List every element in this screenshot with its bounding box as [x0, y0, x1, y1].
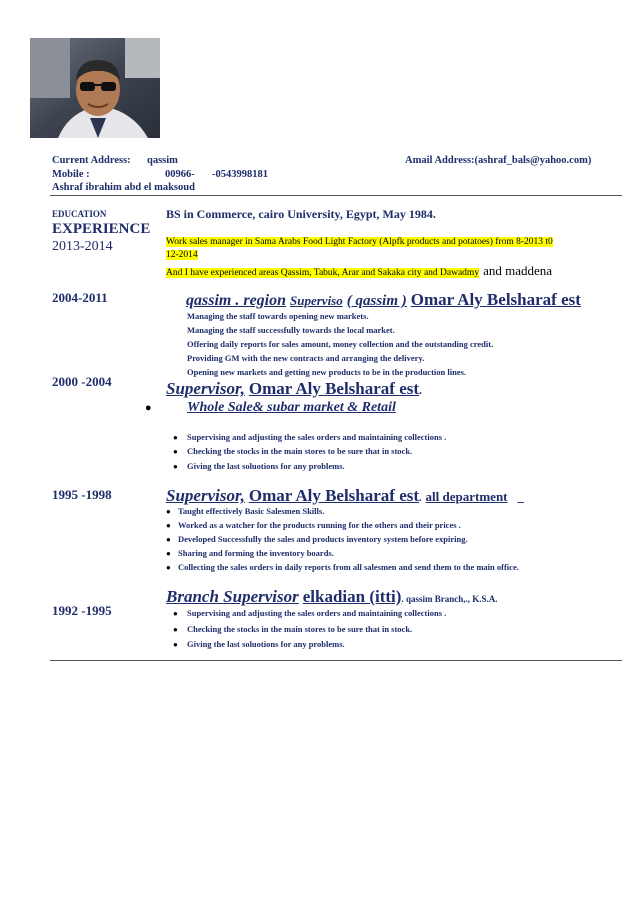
bullet-icon: ● [166, 535, 171, 544]
education-degree: BS in Commerce, cairo University, Egypt, May 1984. [166, 207, 436, 221]
footer-divider [50, 660, 622, 661]
job5-years: 1992 -1995 [52, 603, 112, 618]
mobile-label: Mobile : [52, 169, 90, 180]
bullet-icon: ● [173, 640, 178, 649]
job4-title-c: . [419, 493, 422, 504]
bullet-icon: ● [173, 447, 178, 456]
job2-years: 2004-2011 [52, 290, 108, 305]
job5-title-b: elkadian (itti) [302, 587, 402, 606]
job1-line3-tail: and maddena [483, 263, 553, 278]
bullet-icon: ● [145, 402, 152, 414]
job1-line2 [166, 250, 198, 260]
mobile-number: -0543998181 [212, 169, 268, 180]
bullet-icon: ● [166, 521, 171, 530]
full-name: Ashraf ibrahim abd el maksoud [52, 182, 195, 193]
profile-photo [30, 38, 160, 138]
job5-title-a: Branch Supervisor [166, 587, 299, 606]
address-value: qassim [147, 155, 178, 166]
job4-duty-1: Taught effectively Basic Salesmen Skills. [178, 506, 325, 516]
job2-duty-4: Providing GM with the new contracts and arranging the delivery. [187, 353, 425, 363]
job2-title-a: qassim . region [186, 292, 287, 309]
job3-title-a: Supervisor, [166, 379, 245, 398]
job1-line2-text: 12-2014 [166, 250, 198, 260]
job2-duty-2: Managing the staff successfully towards the local market. [187, 325, 395, 335]
bullet-icon: ● [166, 549, 171, 558]
bullet-icon: ● [166, 563, 171, 572]
job5-title-c: . qassim Branch,., K.S.A. [401, 594, 498, 604]
job2-duty-3: Offering daily reports for sales amount, money collection and the outstanding credit. [187, 339, 494, 349]
experience-heading: EXPERIENCE [52, 221, 151, 237]
job5-duty-3: Giving the last soluotions for any problems. [187, 639, 345, 649]
job1-line1-text: Work sales manager in Sama Arabs Food Light Factory (Alpfk products and potatoes) from 8-2013 t0 [166, 237, 553, 247]
job3-years: 2000 -2004 [52, 374, 112, 389]
job4-title-a: Supervisor, [166, 486, 245, 505]
job4-title-e: _ [517, 489, 525, 504]
job3-duty-2: Checking the stocks in the main stores to be sure that in stock. [187, 446, 413, 456]
job3-subtitle: Whole Sale& subar market & Retail [187, 400, 396, 415]
job2-title-c: ( qassim ) [346, 293, 407, 309]
job4-duty-2: Worked as a watcher for the products running for the others and their prices . [178, 520, 461, 530]
job5-duty-2: Checking the stocks in the main stores to be sure that in stock. [187, 624, 413, 634]
profile-photo-icon [30, 38, 160, 138]
header-divider [50, 195, 622, 196]
job2-title-b: Superviso [290, 293, 343, 308]
bullet-icon: ● [173, 609, 178, 618]
job1-years: 2013-2014 [52, 239, 113, 254]
job1-line3 [166, 262, 552, 280]
job3-title-b: Omar Aly Belsharaf est [248, 379, 420, 398]
bullet-icon: ● [173, 462, 178, 471]
job2-title [186, 290, 581, 310]
job4-duty-3: Developed Successfully the sales and products inventory system before expiring. [178, 534, 468, 544]
education-label: EDUCATION [52, 209, 107, 219]
job3-title-c: . [419, 383, 423, 397]
job4-years: 1995 -1998 [52, 487, 112, 502]
job4-duty-5: Collecting the sales orders in daily reports from all salesmen and send them to the main office. [178, 562, 519, 572]
job2-duty-1: Managing the staff towards opening new markets. [187, 311, 369, 321]
job4-title-b: Omar Aly Belsharaf est [248, 486, 420, 505]
job4-title-d: all department [425, 489, 508, 504]
job5-duty-1: Supervising and adjusting the sales orders and maintaining collections . [187, 608, 447, 618]
mobile-prefix: 00966- [165, 169, 195, 180]
job3-title [166, 379, 422, 399]
bullet-icon: ● [173, 625, 178, 634]
job2-duty-5: Opening new markets and getting new products to be in the production lines. [187, 367, 467, 377]
job3-duty-1: Supervising and adjusting the sales orders and maintaining collections . [187, 432, 447, 442]
job4-duty-4: Sharing and forming the inventory boards. [178, 548, 334, 558]
job5-title [166, 587, 497, 607]
job1-line3-text: And I have experienced areas Qassim, Tabuk, Arar and Sakaka city and Dawadmy [166, 268, 480, 278]
job4-title [166, 486, 524, 506]
job1-line1 [166, 237, 553, 247]
bullet-icon: ● [173, 433, 178, 442]
job2-title-d: Omar Aly Belsharaf est [410, 290, 581, 309]
address-label: Current Address: [52, 155, 131, 166]
email-address[interactable]: Amail Address:(ashraf_bals@yahoo.com) [405, 155, 592, 166]
bullet-icon: ● [166, 507, 171, 516]
job3-duty-3: Giving the last soluotions for any problems. [187, 461, 345, 471]
